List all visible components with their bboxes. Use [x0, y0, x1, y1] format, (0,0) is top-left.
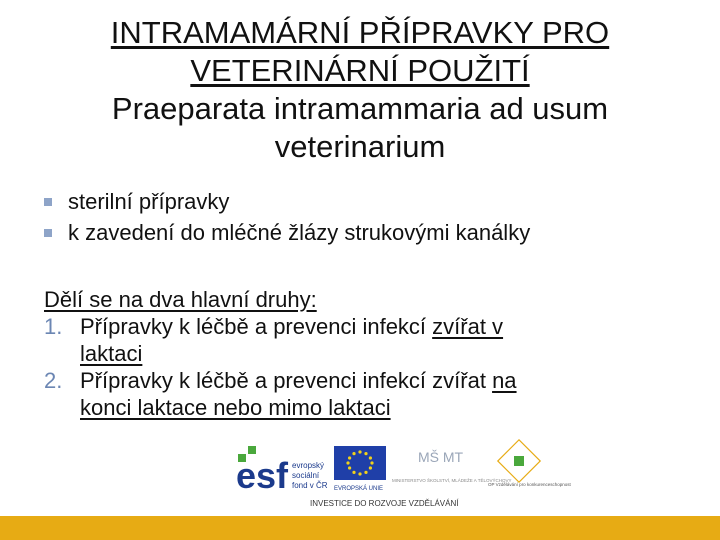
subtitle-line-2: veterinarium — [274, 129, 446, 164]
sponsor-logos — [236, 440, 571, 514]
intro-line: Dělí se na dva hlavní druhy: — [44, 287, 317, 312]
item-number: 1. — [44, 314, 63, 339]
msmt-logo-icon — [392, 449, 511, 483]
msmt-caption: MINISTERSTVO ŠKOLSTVÍ, MLÁDEŽE A TĚLOVÝCHOVY — [392, 478, 512, 483]
item-text-underlined: na — [492, 368, 517, 393]
op-caption: OP Vzdělávání pro konkurenceschopnost — [488, 482, 571, 487]
item-text-line2: konci laktace nebo mimo laktaci — [80, 395, 391, 420]
square-bullet-icon — [44, 198, 52, 206]
item-text — [80, 367, 517, 421]
item-text-underlined: zvířat v — [432, 314, 504, 339]
footer-caption: INVESTICE DO ROZVOJE VZDĚLÁVÁNÍ — [310, 499, 459, 508]
msmt-text: MŠ MT — [418, 449, 464, 465]
esf-text: esf — [236, 455, 289, 496]
slide-title — [40, 14, 680, 166]
esf-line-1: evropský — [292, 461, 325, 470]
bullet-list — [44, 186, 530, 248]
square-bullet-icon — [44, 229, 52, 237]
numbered-item — [44, 313, 664, 367]
bullet-item — [44, 186, 530, 217]
body-text — [44, 286, 664, 421]
bullet-item — [44, 217, 530, 248]
esf-line-2: sociální — [292, 471, 320, 480]
item-text — [80, 313, 503, 367]
esf-logo-icon — [236, 446, 328, 496]
item-text-plain: Přípravky k léčbě a prevenci infekcí zvířat — [80, 368, 493, 393]
title-line-1: INTRAMAMÁRNÍ PŘÍPRAVKY PRO — [110, 15, 610, 50]
esf-line-3: fond v ČR — [292, 481, 328, 490]
title-line-2: VETERINÁRNÍ POUŽITÍ — [190, 53, 530, 88]
eu-flag-icon — [334, 446, 386, 492]
bullet-text: k zavedení do mléčné žlázy strukovými kanálky — [68, 220, 531, 245]
item-text-plain: Přípravky k léčbě a prevenci infekcí — [80, 314, 433, 339]
subtitle-line-1: Praeparata intramammaria ad usum — [111, 91, 609, 126]
numbered-item — [44, 367, 664, 421]
bullet-text: sterilní přípravky — [68, 189, 230, 214]
item-number: 2. — [44, 368, 63, 393]
eu-caption: EVROPSKÁ UNIE — [334, 486, 384, 492]
bottom-accent-bar — [0, 516, 720, 540]
item-text-line2: laktaci — [80, 341, 143, 366]
